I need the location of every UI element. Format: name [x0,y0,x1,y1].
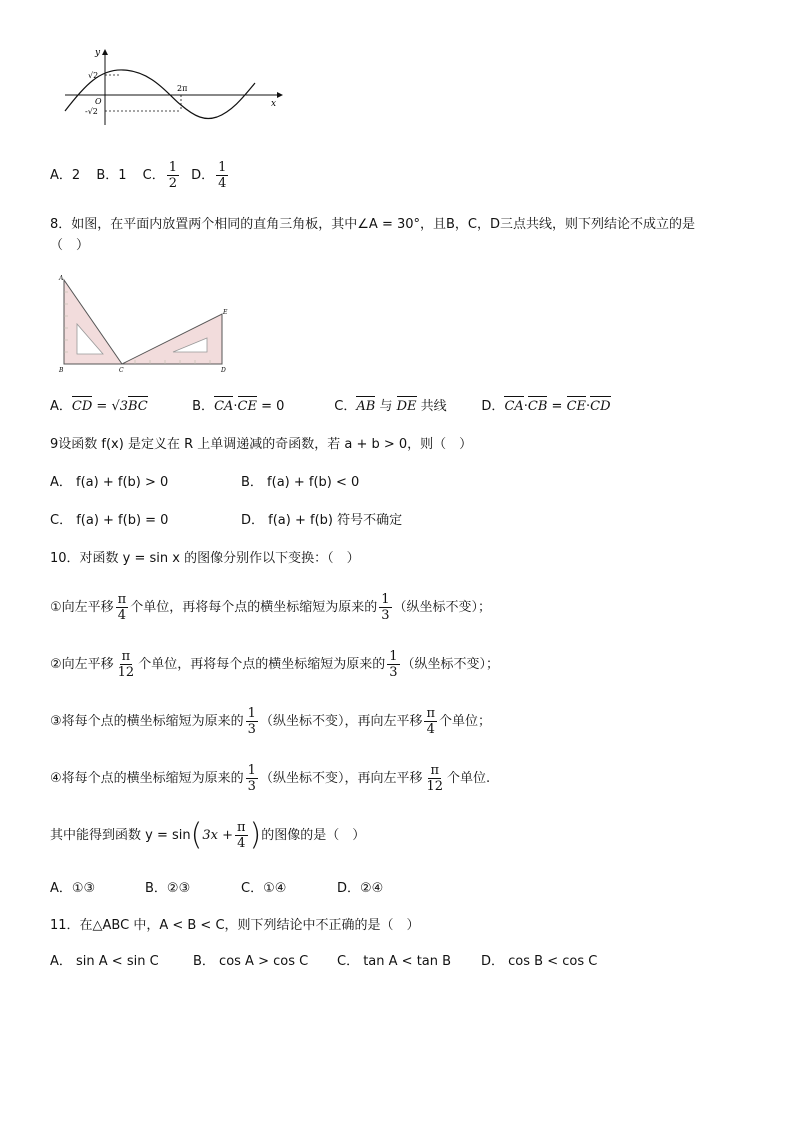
q7-option-c: C． $\frac{1}{2}$ [142,160,178,191]
q11-stem: 11．在△ABC 中，A < B < C，则下列结论中不正确的是（ ） [50,918,420,933]
label-b: B [59,367,64,374]
q7-option-b: B．1 [96,168,127,183]
q11-option-b: B． cos A > cos C [193,954,309,969]
q11-option-d: D． cos B < cos C [481,954,598,969]
sine-graph [55,45,290,130]
q10-option-c: C．①④ [241,881,287,896]
q10-transform-1: ①向左平移 $\frac{\pi}{4}$ 个单位，再将每个点的横坐标缩短为原来的 $\frac{1}{3}$ （纵坐标不变）； [50,592,492,623]
origin-label: O [95,97,102,106]
triangle-figure [55,272,235,376]
pos-sqrt2-label: √2 [88,71,99,80]
q8-option-a: A．CD = √3BC [50,399,148,414]
q9-option-a: A． f(a) + f(b) > 0 [50,475,169,490]
label-a: A [59,275,64,282]
q8-options [50,398,611,416]
q10-transform-3: ③将每个点的横坐标缩短为原来的 $\frac{1}{3}$ （纵坐标不变），再向左平移 $\frac{\pi}{4}$ 个单位； [50,706,492,737]
y-axis-arrow [102,49,108,55]
q8-option-c: C．AB 与 DE 共线 [334,399,447,414]
q8-option-d: D．CA·CB = CE·CD [481,399,611,414]
q11-option-c: C． tan A < tan B [337,954,452,969]
q9-stem: 9设函数 f(x) 是定义在 R 上单调递减的奇函数，若 a + b > 0，则（ ） [50,437,473,452]
q10-transform-4: ④将每个点的横坐标缩短为原来的 $\frac{1}{3}$ （纵坐标不变），再向左平移 $\frac{\pi}{12}$ 个单位. [50,763,491,794]
label-c: C [119,367,124,374]
q11-option-a: A． sin A < sin C [50,954,159,969]
q7-options [50,160,230,191]
q8-option-b: B．CA·CE = 0 [192,399,285,414]
label-e: E [223,309,228,316]
q9-option-c: C． f(a) + f(b) = 0 [50,513,169,528]
q9-option-d: D． f(a) + f(b) 符号不确定 [241,513,403,528]
period-label: 2π [177,84,188,93]
q7-option-a: A．2 [50,168,81,183]
x-axis-arrow [277,92,283,98]
q10-option-a: A．①③ [50,881,96,896]
q9-option-b: B． f(a) + f(b) < 0 [241,475,360,490]
q10-transform-2: ②向左平移 $\frac{\pi}{12}$ 个单位，再将每个点的横坐标缩短为原来的 $\frac{1}{3}$ （纵坐标不变）； [50,649,500,680]
label-d: D [221,367,226,374]
x-axis-label: x [271,99,277,109]
q8-stem: 8．如图，在平面内放置两个相同的直角三角板，其中∠A = 30°，且B，C，D三点共线，则下列结论不成立的是 [50,217,696,232]
q8-paren: （ ） [50,238,90,253]
q10-option-b: B．②③ [145,881,191,896]
q10-stem: 10．对函数 y = sin x 的图像分别作以下变换：（ ） [50,551,360,566]
q10-question: 其中能得到函数 y = sin(3x + $\frac{\pi}{4}$ )的图像的是（ ） [50,817,366,853]
y-axis-label: y [95,48,101,58]
q10-option-d: D．②④ [337,881,384,896]
q7-option-d: D． $\frac{1}{4}$ [191,160,227,191]
neg-sqrt2-label: -√2 [85,107,98,116]
